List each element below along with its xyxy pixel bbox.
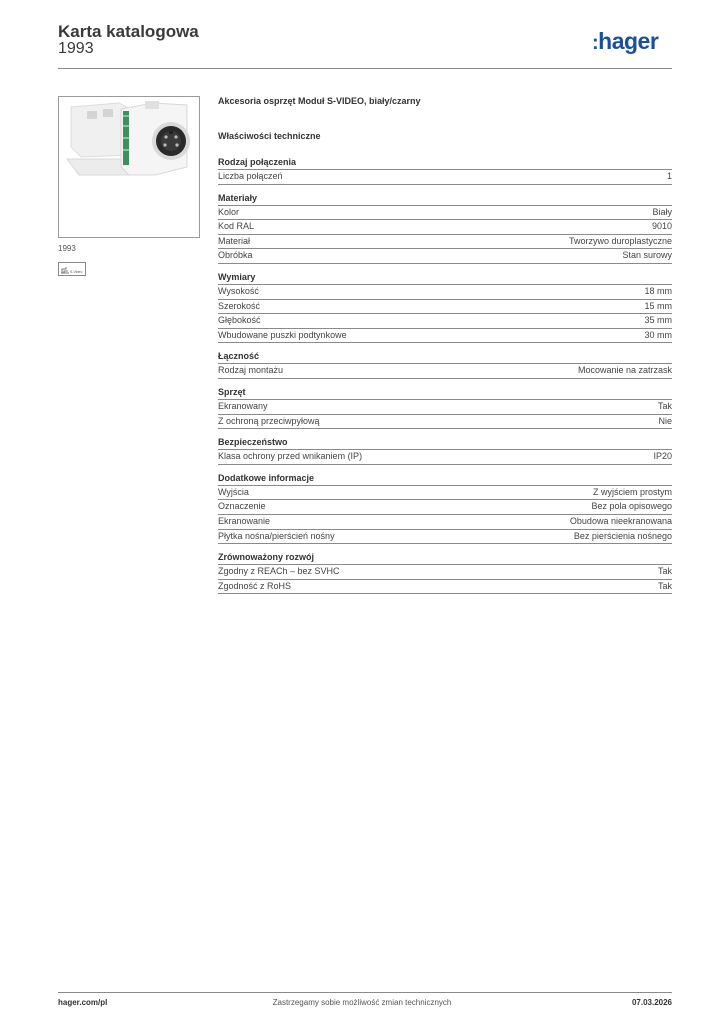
- property-group: [218, 157, 672, 185]
- document-number: 1993: [58, 40, 94, 57]
- property-row: [218, 329, 672, 344]
- logo-dots: :: [592, 32, 599, 54]
- property-value: Mocowanie na zatrzask: [577, 365, 672, 376]
- group-title: Łączność: [218, 351, 672, 364]
- property-label: Klasa ochrony przed wnikaniem (IP): [218, 451, 363, 462]
- property-label: Obróbka: [218, 250, 253, 261]
- property-label: Kolor: [218, 206, 240, 217]
- hager-logo: [592, 28, 658, 55]
- product-title: Akcesoria osprzęt Moduł S-VIDEO, biały/czarny: [218, 96, 421, 106]
- property-value: Z wyjściem prostym: [592, 486, 672, 497]
- property-value: 9010: [651, 221, 672, 232]
- property-row: [218, 565, 672, 580]
- property-label: Ekranowany: [218, 400, 268, 411]
- property-label: Wyjścia: [218, 486, 249, 497]
- property-row: [218, 486, 672, 501]
- property-value: Bez pola opisowego: [591, 501, 672, 512]
- property-label: Wbudowane puszki podtynkowe: [218, 329, 347, 340]
- property-row: [218, 285, 672, 300]
- property-label: Zgodność z RoHS: [218, 580, 292, 591]
- s-video-module-photo-icon: [59, 97, 199, 237]
- property-group: [218, 552, 672, 594]
- footer-website: hager.com/pl: [58, 998, 108, 1007]
- property-value: Stan surowy: [622, 250, 672, 261]
- property-row: [218, 220, 672, 235]
- property-value: 1: [666, 171, 672, 181]
- property-label: Szerokość: [218, 300, 261, 311]
- property-label: Oznaczenie: [218, 501, 266, 512]
- property-value: Tak: [657, 580, 672, 591]
- property-label: Z ochroną przeciwpyłową: [218, 415, 320, 426]
- property-label: Głębokość: [218, 315, 261, 326]
- property-label: Ekranowanie: [218, 515, 271, 526]
- property-row: [218, 515, 672, 530]
- property-group: [218, 437, 672, 465]
- document-title: Karta katalogowa: [58, 22, 199, 41]
- property-value: Tak: [657, 566, 672, 577]
- symbol-label: S-Video: [70, 270, 83, 274]
- property-group: [218, 351, 672, 379]
- property-value: 15 mm: [644, 300, 672, 311]
- property-group: [218, 272, 672, 343]
- property-row: [218, 500, 672, 515]
- property-row: [218, 300, 672, 315]
- property-row: [218, 249, 672, 264]
- property-row: [218, 415, 672, 430]
- product-image: [58, 96, 200, 238]
- property-value: 30 mm: [644, 329, 672, 340]
- property-label: Liczba połączeń: [218, 171, 283, 181]
- property-value: IP20: [653, 451, 672, 462]
- header-divider: [58, 68, 672, 69]
- property-row: [218, 364, 672, 379]
- property-row: [218, 206, 672, 221]
- property-group: [218, 473, 672, 544]
- property-row: [218, 450, 672, 465]
- property-value: Bez pierścienia nośnego: [573, 530, 672, 541]
- property-row: [218, 235, 672, 250]
- properties-heading: Właściwości techniczne: [218, 131, 321, 141]
- footer-date: 07.03.2026: [631, 998, 672, 1007]
- property-label: Zgodny z REACh – bez SVHC: [218, 566, 340, 577]
- footer-divider: [58, 992, 672, 993]
- property-row: [218, 530, 672, 545]
- s-video-symbol-icon: [59, 264, 85, 276]
- footer-disclaimer: Zastrzegamy sobie możliwość zmian technicznych: [272, 998, 452, 1007]
- property-label: Kod RAL: [218, 221, 255, 232]
- property-group: [218, 387, 672, 429]
- group-title: Dodatkowe informacje: [218, 473, 672, 486]
- property-label: Wysokość: [218, 285, 259, 296]
- property-value: Tworzywo duroplastyczne: [568, 235, 672, 246]
- property-value: 18 mm: [644, 285, 672, 296]
- property-value: Biały: [652, 206, 672, 217]
- property-value: Nie: [658, 415, 672, 426]
- group-title: Wymiary: [218, 272, 672, 285]
- logo-text: hager: [598, 28, 659, 54]
- group-title: Materiały: [218, 193, 672, 206]
- image-caption: 1993: [58, 244, 76, 253]
- property-row: [218, 314, 672, 329]
- group-title: Rodzaj połączenia: [218, 157, 672, 170]
- property-row: [218, 400, 672, 415]
- symbol-box: [58, 262, 86, 276]
- group-title: Sprzęt: [218, 387, 672, 400]
- properties-groups: [218, 157, 672, 602]
- property-value: 35 mm: [644, 315, 672, 326]
- property-value: Tak: [657, 400, 672, 411]
- property-row: [218, 170, 672, 185]
- property-row: [218, 580, 672, 595]
- property-label: Materiał: [218, 235, 251, 246]
- property-group: [218, 193, 672, 264]
- group-title: Zrównoważony rozwój: [218, 552, 672, 565]
- property-value: Obudowa nieekranowana: [569, 515, 672, 526]
- group-title: Bezpieczeństwo: [218, 437, 672, 450]
- property-label: Płytka nośna/pierścień nośny: [218, 530, 335, 541]
- property-label: Rodzaj montażu: [218, 365, 284, 376]
